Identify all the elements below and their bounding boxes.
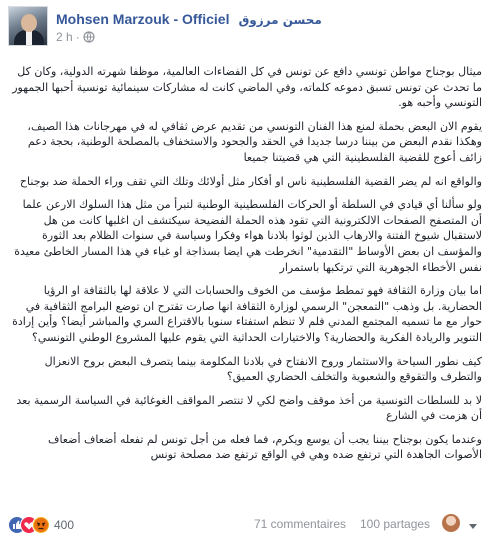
page-name-link[interactable]: Mohsen Marzouk - Officiel (56, 11, 230, 27)
post-paragraph-7: لا بد للسلطات التونسية من أخذ موقف واضح لكي لا تنتصر المواقف الغوغائية في السياسة الرسمية بعد أن هزمت في الشارع (16, 393, 482, 423)
post-meta (56, 30, 95, 46)
post-header (8, 6, 482, 50)
reaction-count[interactable]: 400 (54, 518, 75, 532)
angry-icon (32, 516, 50, 534)
shares-count-link[interactable]: 100 partages (360, 517, 431, 531)
caret-down-icon[interactable] (468, 520, 478, 534)
post-paragraph-2: يقوم الان البعض بحملة لمنع هذا الفنان التونسي من تقديم عرض ثقافي له في مهرجانات هذا الصيف، وهكذا نقدم البعض من بيننا درسا جديدا في الحقد والجحود والاستخفاف بالمصلحة الوطنية، بحجة دعم زائف أعوج للقضية الفلسطينية التي هي قضيتنا جميعا (27, 119, 482, 164)
post-author (56, 9, 322, 28)
post-paragraph-3: والواقع انه لم يضر القضية الفلسطينية ناس او أفكار مثل أولائك وتلك التي تقف وراء الحملة ضد بوجناح (19, 174, 482, 188)
meta-separator: · (75, 30, 80, 44)
viewer-avatar[interactable] (442, 514, 460, 532)
post-timestamp[interactable]: 2 h (56, 30, 73, 44)
post-footer (8, 514, 482, 536)
post-paragraph-1: ميثال بوجناح مواطن تونسي دافع عن تونس في كل الفضاءات العالمية، موظفا شهرته الدولية، وكان كل ما تحدث عن تونس تسبق دموعه كلماته، وفي الماضي كانت له مشاركات سينمائية تونسية أحبها الجمهور التونسي وأحبه هو. (12, 65, 482, 110)
page-avatar[interactable] (8, 6, 48, 46)
avatar-face (21, 14, 37, 32)
comments-count-link[interactable]: 71 commentaires (254, 517, 347, 531)
globe-icon (83, 31, 95, 46)
post-paragraph-4: ولو سألنا أي قيادي في السلطة أو الحركات الفلسطينية الوطنية لتبرأ من مثل هذا السلوك الارعن علما أن المتصفح الصفحات الالكترونية التي تقود هذه الحملة الفضيحة سيكتشف ان اغلبها كانت من هل لاستقبال شيوخ الفتنة والارهاب الذين لوثوا بلادنا هواء وفكرا وسياسة في سنوات الظلام بعد الثورة والمؤسف ان بعض الأوساط "التقدمية" انخرطت هي ايضا بسذاجة او غباء في هذا المسار الخاطئ معيدة نفس الأخطاء الجوهرية التي ترتكبها باستمرار (14, 198, 482, 274)
post-body (8, 64, 482, 463)
post-paragraph-6: كيف نطور السياحة والاستثمار وروح الانفتاح في بلادنا المكلومة بينما يتصرف البعض بروح الانعزال والتطرف والتقوقع والشعبوية والتخلف الحضاري العميق؟ (44, 354, 482, 384)
post-paragraph-5: اما بيان وزارة الثقافة فهو تمطط مؤسف من الخوف والحسابات التي لا علاقة لها بالثقافة او الرؤيا الحضارية. بل وذهب "التمعجن" الرسمي لوزارة الثقافة انها صارت تقترح ان توضع البرامج الثقافية في حوار مع ما تسميه المجتمع المدني فلم لا تنظم استفتاء سنويا بالاقتراع السري والمباشر أيضا؟ وأين إرادة التنوير والريادة الفكرية والحضارية؟ والاختيارات الحداثية التي يقوم عليها المشروع الوطني التونسي؟ (12, 284, 482, 344)
avatar-shirt (26, 31, 32, 45)
page-name-ar-link[interactable]: محسن مرزوق (238, 13, 322, 27)
post-paragraph-8: وعندما يكون بوجناح بيننا يجب أن يوسع ويكرم، فما فعله من أجل تونس لم تفعله أضعاف أضعاف الأصوات الجاهدة التي ترتفع ضده وهي في الواقع ترتفع ضد مصلحة تونس (48, 432, 482, 462)
